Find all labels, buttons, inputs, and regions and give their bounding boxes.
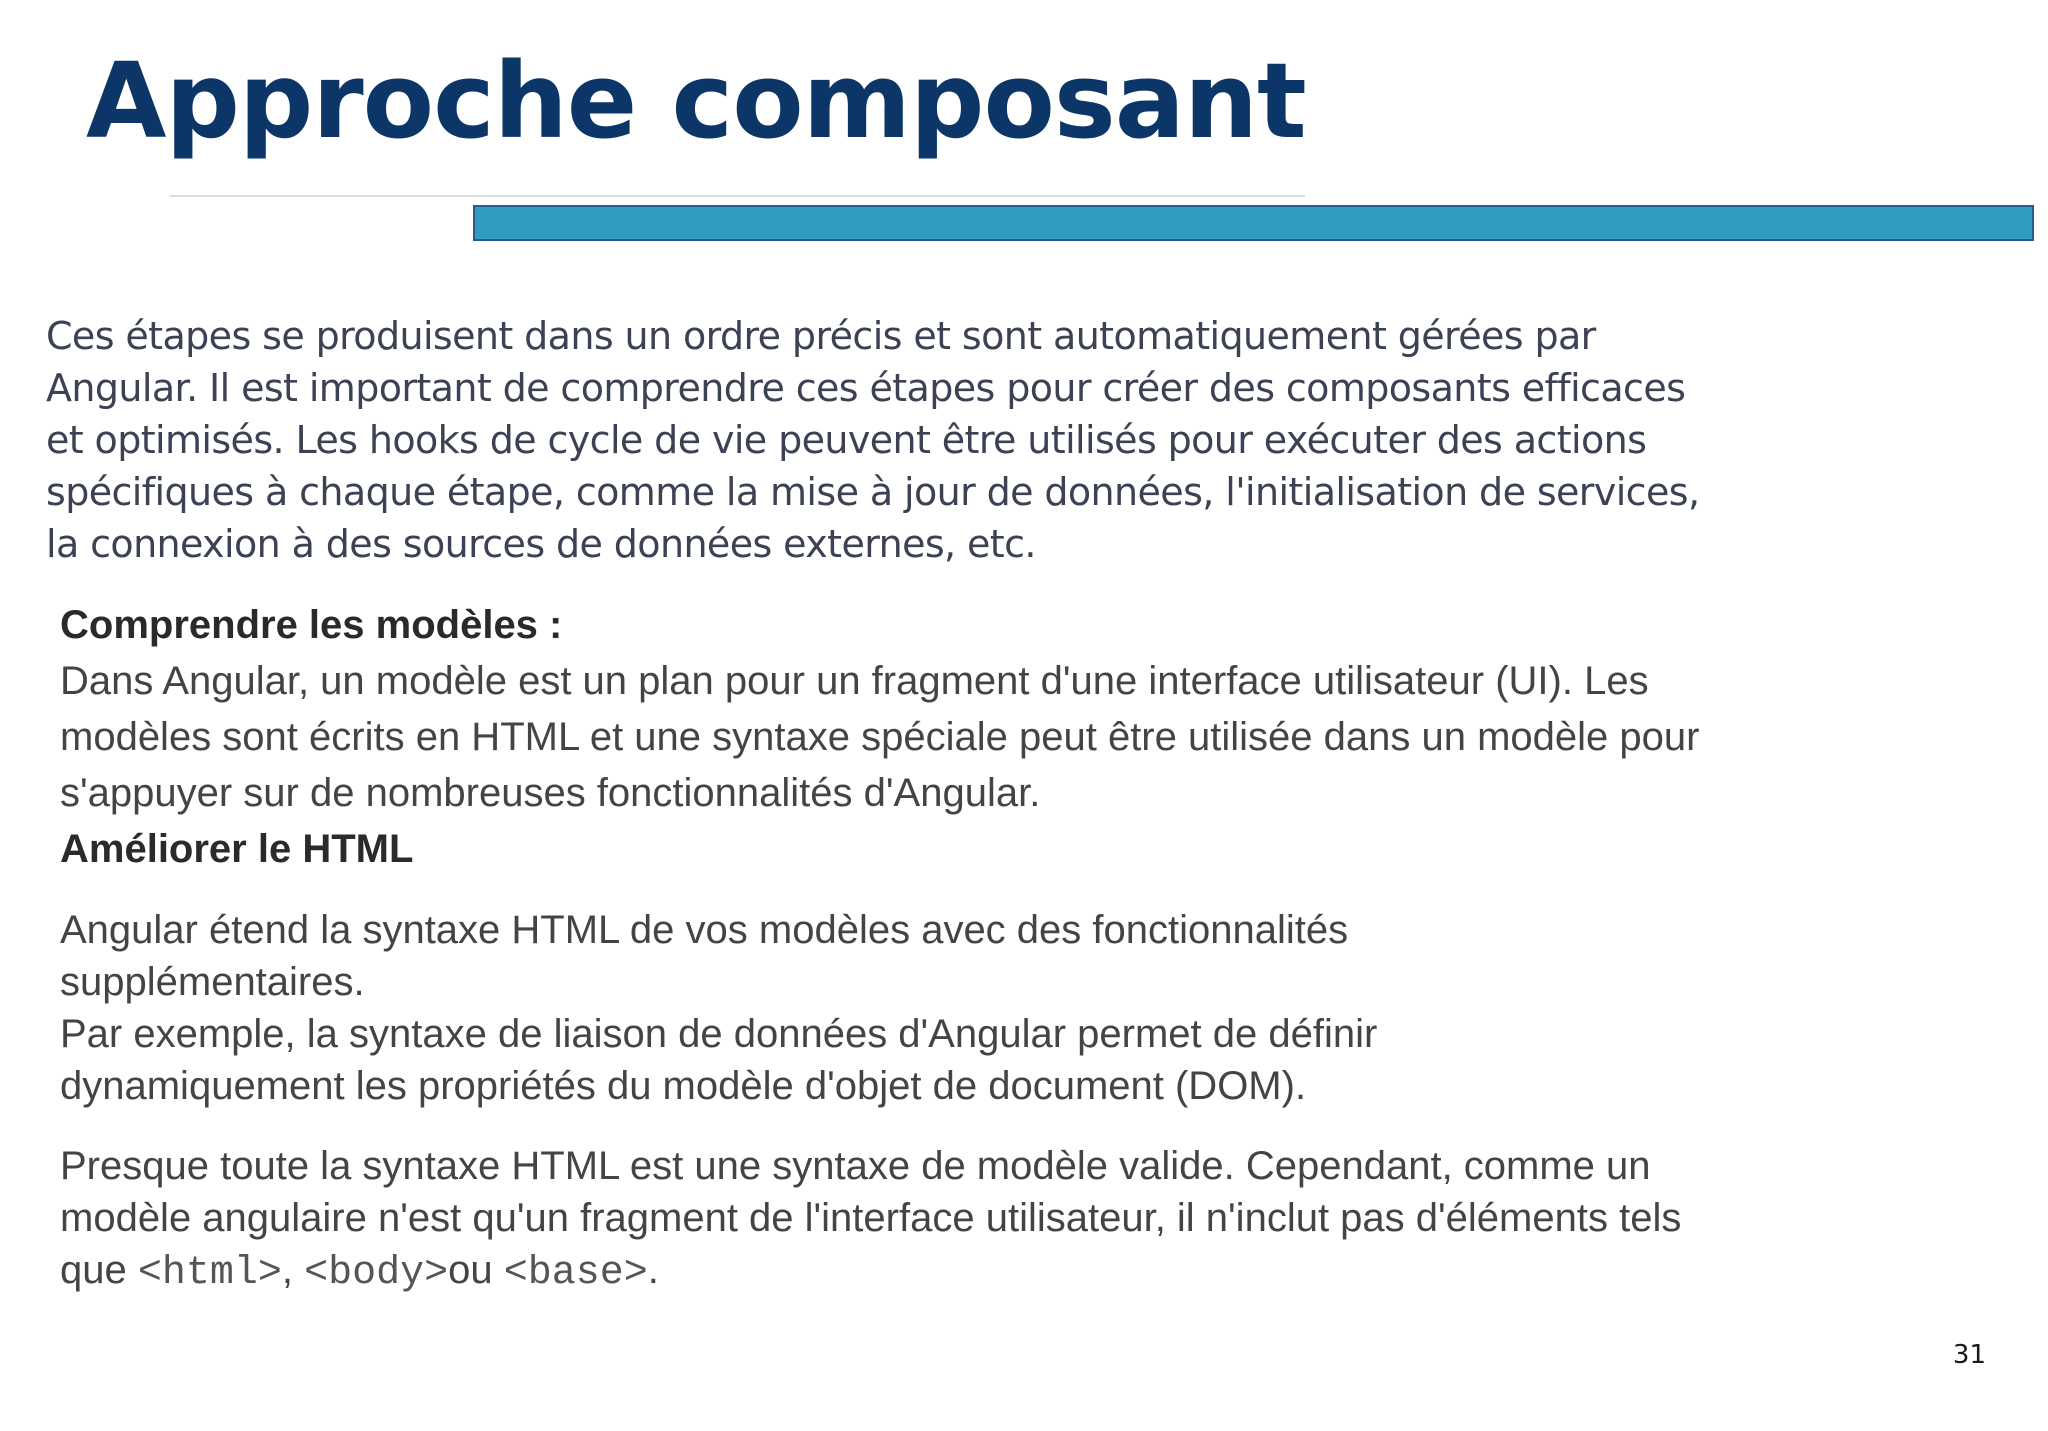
paragraph-end: .	[647, 1248, 659, 1292]
code-base: <base>	[503, 1251, 648, 1296]
para-line-etend: Angular étend la syntaxe HTML de vos modèles avec des fonctionnalités supplémentaires.	[60, 908, 1349, 1004]
section-text-comprendre: Dans Angular, un modèle est un plan pour un fragment d'une interface utilisateur (UI). Les modèles sont écrits en HTML et une syntaxe spéciale peut être utilisée dans un modèle pour s'appuyer sur de nombreuses fonctionnalités d'Angular.	[60, 659, 1700, 815]
section-comprendre	[60, 597, 1740, 877]
para-presque-text: Presque toute la syntaxe HTML est une syntaxe de modèle valide. Cependant, comme un modèle angulaire n'est qu'un fragment de l'interface utilisateur, il n'inclut pas d'éléments tels que	[60, 1144, 1682, 1292]
paragraph-angular-etend	[60, 904, 1540, 1112]
code-html: <html>	[137, 1251, 282, 1296]
separator-1: ,	[281, 1248, 305, 1292]
separator-2: ou	[448, 1248, 504, 1292]
intro-paragraph: Ces étapes se produisent dans un ordre précis et sont automatiquement gérées par Angular. Il est important de comprendre ces étapes pour créer des composants efficaces et optimisés. Les hooks de cycle de vie peuvent être utilisés pour exécuter des actions spécifiques à chaque étape, comme la mise à jour de données, l'initialisation de services, la connexion à des sources de données externes, etc.	[46, 314, 1700, 566]
para-line-exemple: Par exemple, la syntaxe de liaison de données d'Angular permet de définir dynamiquement les propriétés du modèle d'objet de document (DOM).	[60, 1012, 1378, 1108]
page-number: 31	[1952, 1340, 1986, 1370]
title-divider	[170, 195, 1305, 197]
accent-bar	[473, 205, 2034, 241]
section-heading-comprendre: Comprendre les modèles :	[60, 603, 563, 647]
section-heading-ameliorer: Améliorer le HTML	[60, 827, 414, 871]
paragraph-presque	[60, 1140, 1720, 1300]
code-body: <body>	[304, 1251, 449, 1296]
slide-title: Approche composant	[86, 40, 1306, 162]
